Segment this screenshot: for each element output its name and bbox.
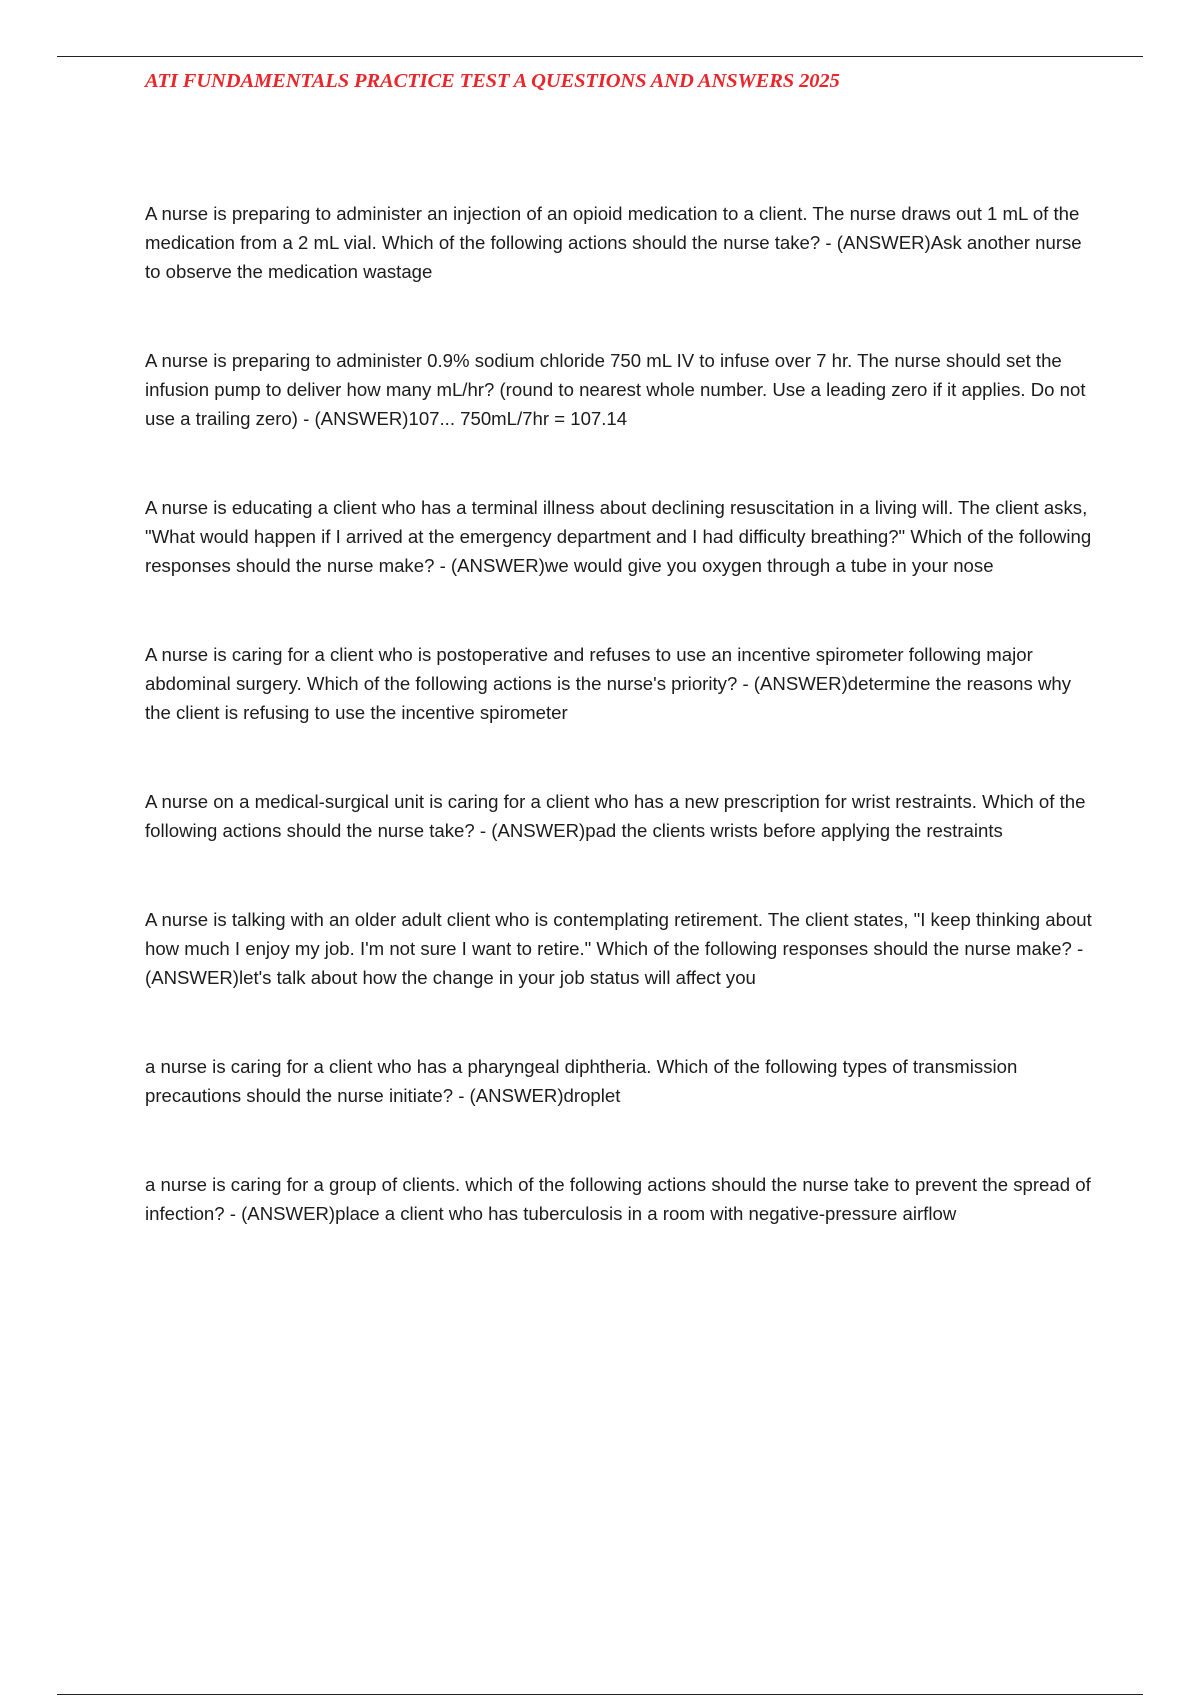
qa-item-4: A nurse is caring for a client who is postoperative and refuses to use an incentive spirometer following major abdominal surgery. Which of the following actions is the nurse's priority? - (ANSWER)determine the reasons why the client is refusing to use the incentive spirometer xyxy=(145,644,1072,723)
qa-item-1: A nurse is preparing to administer an injection of an opioid medication to a client. The nurse draws out 1 mL of the medication from a 2 mL vial. Which of the following actions should the nurse take? - (ANSWER)Ask another nurse to observe the medication wastage xyxy=(145,203,1082,282)
qa-list xyxy=(145,199,1093,1288)
document-title: ATI FUNDAMENTALS PRACTICE TEST A QUESTIONS AND ANSWERS 2025 xyxy=(145,70,840,92)
qa-item-3: A nurse is educating a client who has a terminal illness about declining resuscitation in a living will. The client asks, "What would happen if I arrived at the emergency department and I had difficulty breathing?" Which of the following responses should the nurse make? - (ANSWER)we would give you oxygen through a tube in your nose xyxy=(145,497,1092,576)
qa-item-7: a nurse is caring for a client who has a pharyngeal diphtheria. Which of the following types of transmission precautions should the nurse initiate? - (ANSWER)droplet xyxy=(145,1056,1018,1106)
header-rule xyxy=(57,56,1143,57)
qa-item-5: A nurse on a medical-surgical unit is caring for a client who has a new prescription for wrist restraints. Which of the following actions should the nurse take? - (ANSWER)pad the clients wrists before applying the restraints xyxy=(145,791,1086,841)
footer-rule xyxy=(57,1694,1143,1695)
qa-item-2: A nurse is preparing to administer 0.9% sodium chloride 750 mL IV to infuse over 7 hr. The nurse should set the infusion pump to deliver how many mL/hr? (round to nearest whole number. Use a leading zero if it applies. Do not use a trailing zero) - (ANSWER)107... 750mL/7hr = 107.14 xyxy=(145,350,1086,429)
qa-item-6: A nurse is talking with an older adult client who is contemplating retirement. The client states, "I keep thinking about how much I enjoy my job. I'm not sure I want to retire." Which of the following responses should the nurse make? - (ANSWER)let's talk about how the change in your job status will affect you xyxy=(145,909,1092,988)
qa-item-8: a nurse is caring for a group of clients. which of the following actions should the nurse take to prevent the spread of infection? - (ANSWER)place a client who has tuberculosis in a room with negative-pressure airflow xyxy=(145,1174,1091,1224)
